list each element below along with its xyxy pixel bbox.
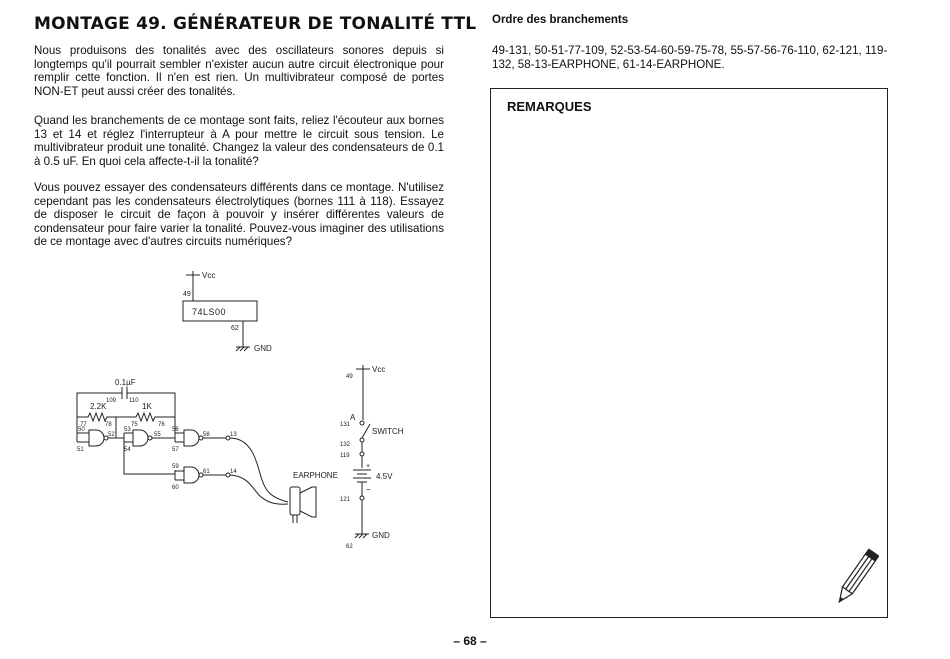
paragraph-experiments: Vous pouvez essayer des condensateurs différents dans ce montage. N'utilisez cependant pas les condensateurs électrolytiques (bornes 111 à 118). Essayez de disposer le circuit de façon à pouvoir y insérer différentes valeurs de condensateur pour faire varier la tonalité. Pouvez-vous imaginer des utilisations de ce montage avec d'autres circuits numériques? (34, 181, 444, 249)
paragraph-instructions: Quand les branchements de ce montage sont faits, reliez l'écouteur aux bornes 13 et 14 et réglez l'interrupteur à A pour mettre le circuit sous tension. Le multivibrateur produit une tonalité. Changez la valeur des condensateurs de 0.1 à 0.5 uF. En quoi cela affecte-t-il la tonalité? (34, 114, 444, 168)
pin-label: 110 (129, 398, 139, 404)
page-title: MONTAGE 49. GÉNÉRATEUR DE TONALITÉ TTL (34, 14, 477, 34)
pin-label: 51 (77, 447, 84, 453)
pin-label: 56 (172, 427, 179, 433)
pin-label: 78 (105, 422, 112, 428)
power-circuit (340, 365, 404, 550)
pin-label: 61 (203, 469, 210, 475)
pin-label: 131 (340, 422, 351, 428)
chip-label: 74LS00 (192, 307, 227, 317)
pin-label: 53 (124, 427, 131, 433)
battery-label: 4.5V (376, 472, 393, 481)
paragraph-intro: Nous produisons des tonalités avec des oscillateurs sonores depuis si longtemps qu'il pourrait sembler n'exister aucun autre circuit électronique pour remplir cette fonction. Il n'en est rien. Un multivibrateur composé de portes NON-ET peut aussi créer des tonalités. (34, 44, 444, 98)
earphone-icon (290, 487, 316, 523)
pin-label: 75 (131, 422, 138, 428)
pin-label: 58 (203, 432, 210, 438)
switch-a-label: A (350, 413, 356, 422)
battery-minus-icon: − (366, 485, 371, 494)
pin-label: 62 (231, 325, 239, 332)
remarks-heading: REMARQUES (507, 99, 592, 114)
pin-label: 52 (108, 432, 115, 438)
pin-label: 57 (172, 447, 179, 453)
battery-plus-icon: + (366, 463, 371, 470)
pin-label: 132 (340, 442, 351, 448)
wiring-order-heading: Ordre des branchements (492, 14, 629, 26)
pin-label: 14 (230, 469, 237, 475)
switch-label: SWITCH (372, 427, 404, 436)
capacitor-label: 0.1µF (115, 378, 136, 387)
pin-label: 119 (340, 453, 350, 459)
pin-label: 49 (183, 291, 191, 298)
pin-label: 60 (172, 485, 179, 491)
pin-label: 109 (106, 398, 117, 404)
pin-label: 76 (158, 422, 165, 428)
pin-label: 77 (80, 422, 87, 428)
pin-label: 62 (346, 544, 353, 550)
multivibrator (77, 378, 288, 504)
pin-label: 54 (124, 447, 131, 453)
wiring-order-text: 49-131, 50-51-77-109, 52-53-54-60-59-75-78, 55-57-56-76-110, 62-121, 119-132, 58-13-EARPHONE, 61-14-EARPHONE. (492, 44, 888, 71)
vcc-label: Vcc (202, 271, 216, 280)
pin-label: 13 (230, 432, 237, 438)
resistor-label: 2.2K (90, 402, 107, 411)
chip-power-diagram (183, 271, 272, 353)
page-number: – 68 – (453, 634, 487, 648)
gnd-label: GND (254, 344, 272, 353)
pin-label: 50 (78, 427, 85, 433)
gnd-label: GND (372, 531, 390, 540)
resistor-label: 1K (142, 402, 152, 411)
pin-label: 49 (346, 374, 353, 380)
pin-label: 121 (340, 497, 351, 503)
earphone-label: EARPHONE (293, 471, 338, 480)
vcc-label: Vcc (372, 365, 386, 374)
pin-label: 59 (172, 464, 179, 470)
pin-label: 55 (154, 432, 161, 438)
